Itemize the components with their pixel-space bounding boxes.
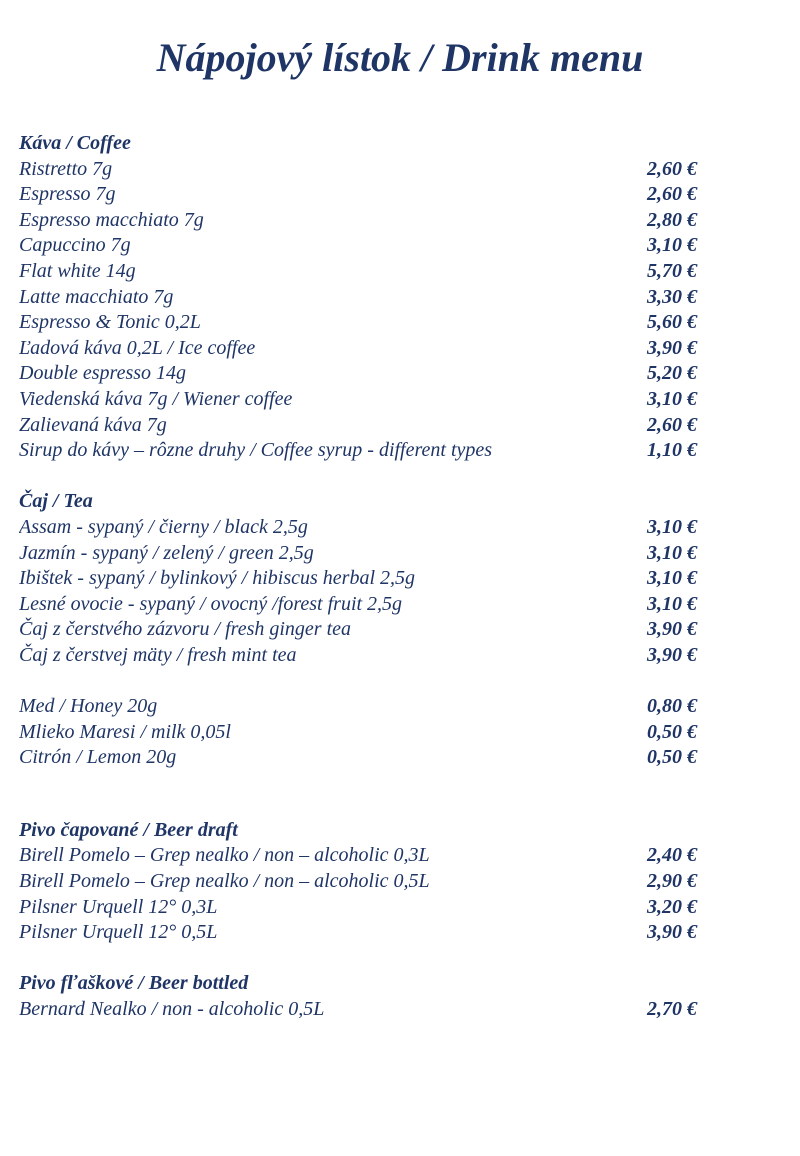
menu-item — [19, 336, 719, 362]
section-extras — [19, 694, 719, 771]
menu-item — [19, 182, 719, 208]
menu-item — [19, 997, 719, 1023]
item-price: 2,80 € — [647, 208, 697, 231]
section-beer-bottled — [19, 971, 719, 1022]
item-name: Viedenská káva 7g / Wiener coffee — [19, 387, 293, 410]
spacer — [19, 668, 719, 694]
item-price: 3,90 € — [647, 921, 697, 944]
item-name: Bernard Nealko / non - alcoholic 0,5L — [19, 998, 325, 1020]
item-name: Espresso macchiato 7g — [19, 208, 204, 231]
menu-item — [19, 515, 719, 541]
item-price: 3,30 € — [647, 285, 697, 308]
item-price: 5,60 € — [647, 311, 697, 334]
item-price: 2,60 € — [647, 183, 697, 206]
item-price: 3,90 € — [647, 618, 697, 641]
item-price: 2,40 € — [647, 844, 697, 867]
menu-item — [19, 259, 719, 285]
item-name: Pilsner Urquell 12° 0,5L — [19, 921, 218, 944]
item-price: 3,10 € — [647, 592, 697, 615]
menu-item — [19, 920, 719, 946]
item-name: Birell Pomelo – Grep nealko / non – alcoholic 0,5L — [19, 870, 430, 893]
item-price: 5,70 € — [647, 259, 697, 282]
section-title-beer-bottled: Pivo fľaškové / Beer bottled — [19, 972, 249, 995]
menu-item — [19, 285, 719, 311]
item-price: 3,10 € — [647, 567, 697, 590]
item-name: Assam - sypaný / čierny / black 2,5g — [19, 515, 308, 538]
item-name: Ibištek - sypaný / bylinkový / hibiscus herbal 2,5g — [19, 567, 416, 590]
menu-item — [19, 157, 719, 183]
item-name: Double espresso 14g — [19, 362, 187, 385]
item-price: 3,90 € — [647, 643, 697, 666]
menu-item — [19, 895, 719, 921]
item-price: 2,70 € — [647, 998, 697, 1020]
page-title: Nápojový lístok / Drink menu — [156, 35, 644, 80]
item-price: 3,10 € — [647, 234, 697, 257]
item-name: Birell Pomelo – Grep nealko / non – alcoholic 0,3L — [19, 844, 430, 867]
item-price: 3,10 € — [647, 515, 697, 538]
item-price: 3,20 € — [647, 895, 697, 918]
item-price: 3,10 € — [647, 387, 697, 410]
item-name: Jazmín - sypaný / zelený / green 2,5g — [19, 541, 314, 564]
menu-item — [19, 592, 719, 618]
item-name: Latte macchiato 7g — [19, 285, 174, 308]
item-name: Čaj z čerstvého zázvoru / fresh ginger tea — [19, 618, 352, 641]
spacer — [19, 771, 719, 818]
item-name: Med / Honey 20g — [19, 695, 158, 718]
section-title-tea: Čaj / Tea — [19, 490, 93, 513]
item-price: 2,90 € — [647, 870, 697, 893]
menu-item — [19, 720, 719, 746]
item-price: 0,50 € — [647, 720, 697, 743]
item-price: 0,80 € — [647, 695, 697, 718]
item-name: Čaj z čerstvej mäty / fresh mint tea — [19, 643, 297, 666]
item-price: 1,10 € — [647, 439, 697, 462]
menu-item — [19, 361, 719, 387]
menu-item — [19, 843, 719, 869]
item-price: 0,50 € — [647, 746, 697, 769]
item-name: Citrón / Lemon 20g — [19, 746, 177, 769]
item-name: Pilsner Urquell 12° 0,3L — [19, 895, 218, 918]
menu-item — [19, 233, 719, 259]
item-price: 3,10 € — [647, 541, 697, 564]
section-tea — [19, 489, 719, 668]
menu-body — [19, 131, 719, 1023]
item-price: 2,60 € — [647, 157, 697, 180]
spacer — [19, 464, 719, 490]
item-name: Flat white 14g — [19, 259, 136, 282]
menu-item — [19, 413, 719, 439]
item-price: 5,20 € — [647, 362, 697, 385]
section-title-beer-draft: Pivo čapované / Beer draft — [19, 818, 238, 841]
item-name: Sirup do kávy – rôzne druhy / Coffee syrup - different types — [19, 439, 493, 462]
item-name: Espresso & Tonic 0,2L — [19, 311, 201, 334]
item-name: Capuccino 7g — [19, 234, 131, 257]
menu-item — [19, 869, 719, 895]
item-name: Zalievaná káva 7g — [19, 413, 167, 436]
menu-item — [19, 566, 719, 592]
section-beer-draft — [19, 818, 719, 946]
menu-item — [19, 310, 719, 336]
menu-item — [19, 617, 719, 643]
menu-item — [19, 387, 719, 413]
spacer — [19, 946, 719, 972]
item-name: Lesné ovocie - sypaný / ovocný /forest fruit 2,5g — [19, 592, 403, 615]
section-coffee — [19, 131, 719, 464]
item-name: Mlieko Maresi / milk 0,05l — [19, 720, 231, 743]
menu-item — [19, 745, 719, 771]
section-title-coffee: Káva / Coffee — [19, 132, 131, 154]
menu-item — [19, 541, 719, 567]
item-name: Ristretto 7g — [19, 157, 113, 180]
item-name: Espresso 7g — [19, 183, 116, 206]
item-price: 3,90 € — [647, 336, 697, 359]
item-name: Ľadová káva 0,2L / Ice coffee — [19, 336, 256, 359]
item-price: 2,60 € — [647, 413, 697, 436]
menu-item — [19, 208, 719, 234]
menu-item — [19, 643, 719, 669]
menu-item — [19, 438, 719, 464]
menu-item — [19, 694, 719, 720]
